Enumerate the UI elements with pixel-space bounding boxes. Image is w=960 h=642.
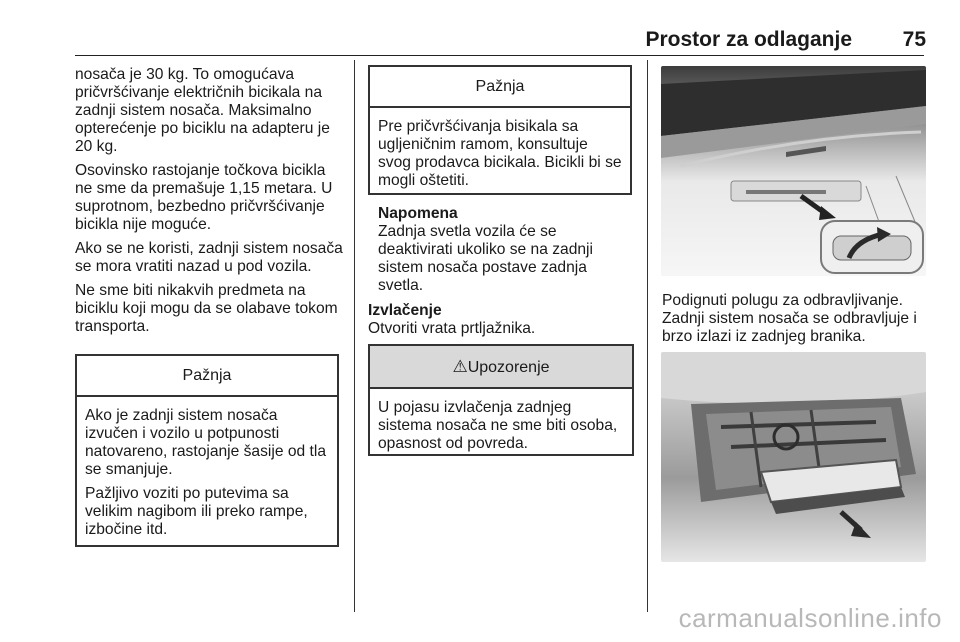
warning-box-header — [370, 346, 632, 389]
warning-box-body — [370, 389, 632, 467]
body-paragraph: nosača je 30 kg. To omogućava pričvršćivanje električnih bicikala na zadnji sistem nosača. Maksimalno opterećenje po biciklu na adapteru je 20 kg. — [75, 66, 330, 155]
warning-box — [368, 344, 634, 456]
column-divider-2 — [647, 60, 648, 612]
warning-triangle-icon: ⚠ — [452, 357, 468, 377]
left-column — [75, 66, 343, 342]
body-paragraph: Osovinsko rastojanje točkova bicikla ne sme da premašuje 1,15 metara. U suprotnom, bezbedno pričvršćivanje bicikla nije moguće. — [75, 162, 333, 233]
caution-box-body — [370, 108, 630, 204]
body-paragraph: Ne sme biti nikakvih predmeta na biciklu koji mogu da se olabave tokom transporta. — [75, 282, 338, 335]
tailgate-lever-drawing — [661, 66, 926, 276]
caution-box-title: Pažnja — [77, 356, 337, 397]
caution-box-title: Pažnja — [370, 67, 630, 108]
note-title: Napomena — [378, 205, 458, 222]
note-block — [378, 205, 628, 295]
caution-paragraph: Pre pričvršćivanja bisikala sa ugljeničnim ramom, konsultuje svog prodavca bicikala. Bicikli bi se mogli oštetiti. — [378, 118, 622, 189]
page-number: 75 — [902, 28, 926, 51]
figure-caption: Podignuti polugu za odbravljivanje. Zadnji sistem nosača se odbravljuje i brzo izlazi iz zadnjeg branika. — [662, 292, 917, 345]
caution-box-middle — [368, 65, 632, 195]
caution-box-body — [77, 397, 337, 553]
rear-carrier-drawing — [661, 352, 926, 562]
body-paragraph: Ako se ne koristi, zadnji sistem nosača se mora vratiti nazad u pod vozila. — [75, 240, 343, 275]
column-divider-1 — [354, 60, 355, 612]
tailgate-lever-illustration — [661, 66, 926, 276]
watermark: carmanualsonline.info — [678, 603, 942, 633]
section-text: Otvoriti vrata prtljažnika. — [368, 320, 536, 337]
section-extraction — [368, 302, 630, 338]
note-text: Zadnja svetla vozila će se deaktivirati ukoliko se na zadnji sistem nosača postave zadnja svetla. — [378, 223, 593, 294]
caution-paragraph: Pažljivo voziti po putevima sa velikim nagibom ili preko rampe, izbočine itd. — [85, 485, 308, 538]
section-heading: Izvlačenje — [368, 302, 442, 319]
caution-paragraph: Ako je zadnji sistem nosača izvučen i vozilo u potpunosti natovareno, rastojanje šasije od tla se smanjuje. — [85, 407, 326, 478]
header-rule — [75, 55, 924, 56]
caution-box-left — [75, 354, 339, 547]
page-title: Prostor za odlaganje — [645, 28, 852, 51]
warning-text: U pojasu izvlačenja zadnjeg sistema nosača ne sme biti osoba, opasnost od povreda. — [378, 399, 618, 452]
warning-box-title: Upozorenje — [467, 359, 550, 376]
rear-carrier-extended-illustration — [661, 352, 926, 562]
